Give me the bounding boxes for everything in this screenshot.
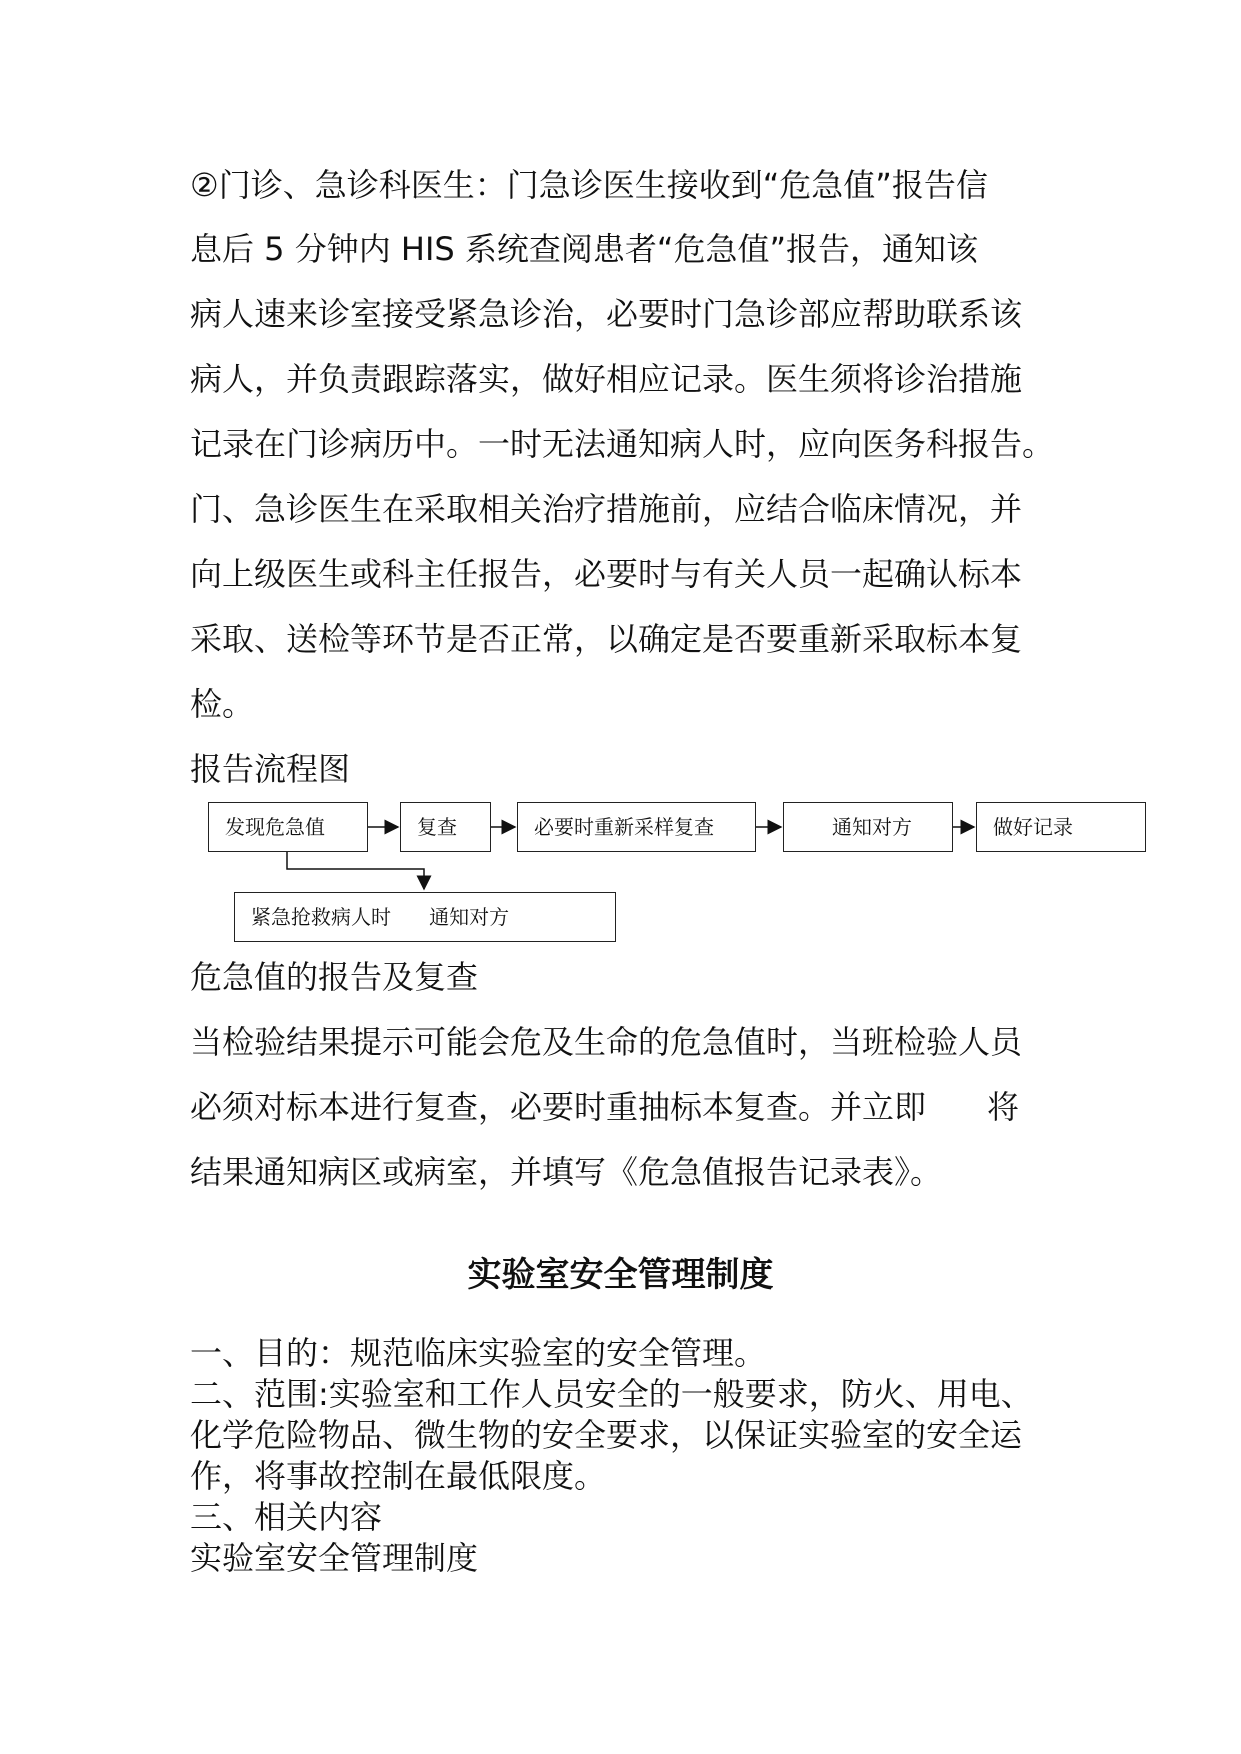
flow-step-record: 做好记录	[976, 802, 1146, 852]
paragraph-line: 向上级医生或科主任报告，必要时与有关人员一起确认标本	[190, 555, 1023, 593]
paragraph-line: ②门诊、急诊科医生：门急诊医生接收到“危急值”报告信	[190, 166, 988, 204]
flowchart-heading: 报告流程图	[190, 750, 351, 788]
paragraph-line: 息后 5 分钟内 HIS 系统查阅患者“危急值”报告，通知该	[190, 230, 979, 268]
section-line: 实验室安全管理制度	[190, 1539, 479, 1577]
flow-branch-arrow	[287, 852, 424, 889]
paragraph-line: 必须对标本进行复查，必要时重抽标本复查。并立即 将	[190, 1088, 1020, 1126]
flow-step-discover: 发现危急值	[208, 802, 368, 852]
flow-step-recheck: 复查	[400, 802, 491, 852]
section-line: 化学危险物品、微生物的安全要求，以保证实验室的安全运	[190, 1416, 1023, 1454]
paragraph-line: 门、急诊医生在采取相关治疗措施前，应结合临床情况，并	[190, 490, 1023, 528]
paragraph-line: 检。	[190, 685, 255, 723]
flow-branch-emergency: 紧急抢救病人时 通知对方	[234, 892, 616, 942]
recheck-heading: 危急值的报告及复查	[190, 958, 479, 996]
section-line: 二、范围:实验室和工作人员安全的一般要求，防火、用电、	[190, 1375, 1033, 1413]
paragraph-line: 采取、送检等环节是否正常，以确定是否要重新采取标本复	[190, 620, 1023, 658]
paragraph-line: 病人速来诊室接受紧急诊治，必要时门急诊部应帮助联系该	[190, 295, 1023, 333]
section-title: 实验室安全管理制度	[467, 1255, 774, 1295]
paragraph-line: 记录在门诊病历中。一时无法通知病人时，应向医务科报告。	[190, 425, 1055, 463]
paragraph-line: 结果通知病区或病室，并填写《危急值报告记录表》。	[190, 1153, 943, 1191]
flow-step-notify: 通知对方	[783, 802, 953, 852]
paragraph-line: 当检验结果提示可能会危及生命的危急值时，当班检验人员	[190, 1023, 1023, 1061]
section-line: 三、相关内容	[190, 1498, 383, 1536]
paragraph-line: 病人，并负责跟踪落实，做好相应记录。医生须将诊治措施	[190, 360, 1023, 398]
section-line: 作，将事故控制在最低限度。	[190, 1457, 607, 1495]
section-line: 一、目的：规范临床实验室的安全管理。	[190, 1334, 767, 1372]
flow-step-resample: 必要时重新采样复查	[517, 802, 756, 852]
